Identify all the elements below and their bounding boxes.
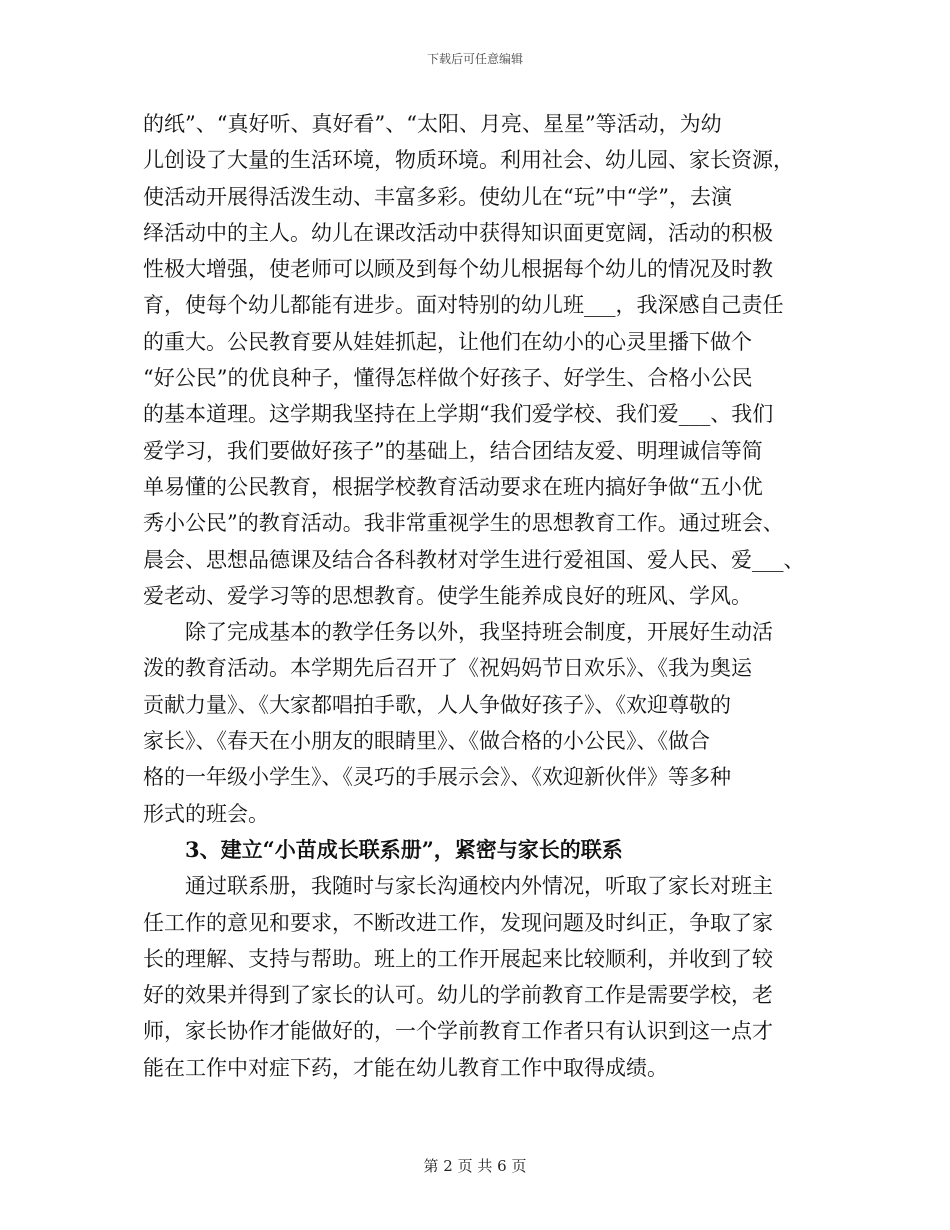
text-line: 育，使每个幼儿都能有进步。面对特别的幼儿班___，我深感自己责任 bbox=[143, 293, 784, 318]
text-line: 的基本道理。这学期我坚持在上学期“我们爱学校、我们爱___、我们 bbox=[143, 402, 774, 427]
text-line: 长的理解、支持与帮助。班上的工作开展起来比较顺利，并收到了较 bbox=[143, 946, 773, 971]
text-line: 晨会、思想品德课及结合各科教材对学生进行爱祖国、爱人民、爱___、 bbox=[143, 547, 805, 572]
text-line: 好的效果并得到了家长的认可。幼儿的学前教育工作是需要学校，老 bbox=[143, 983, 773, 1008]
text-line: 能在工作中对症下药，才能在幼儿教育工作中取得成绩。 bbox=[143, 1055, 668, 1080]
text-line: 家长》、《春天在小朋友的眼睛里》、《做合格的小公民》、《做合 bbox=[143, 729, 710, 754]
text-line: 儿创设了大量的生活环境，物质环境。利用社会、幼儿园、家长资源， bbox=[143, 148, 794, 173]
text-line: 秀小公民”的教育活动。我非常重视学生的思想教育工作。通过班会、 bbox=[143, 511, 784, 536]
text-line: 爱学习，我们要做好孩子”的基础上，结合团结友爱、明理诚信等简 bbox=[143, 438, 763, 463]
text-line: 使活动开展得活泼生动、丰富多彩。使幼儿在“玩”中“学”，去演 bbox=[143, 184, 732, 209]
text-line: 爱老动、爱学习等的思想教育。使学生能养成良好的班风、学风。 bbox=[143, 583, 752, 608]
page-header: 下载后可任意编辑 bbox=[426, 52, 523, 66]
text-line: 的纸”、“真好听、真好看”、“太阳、月亮、星星”等活动，为幼 bbox=[143, 112, 722, 136]
document-body bbox=[143, 106, 815, 1086]
text-line: “好公民”的优良种子，懂得怎样做个好孩子、好学生、合格小公民 bbox=[143, 366, 753, 391]
text-line: 绎活动中的主人。幼儿在课改活动中获得知识面更宽阔，活动的积极 bbox=[143, 220, 773, 245]
text-line: 单易懂的公民教育，根据学校教育活动要求在班内搞好争做“五小优 bbox=[143, 474, 763, 499]
text-line: 泼的教育活动。本学期先后召开了《祝妈妈节日欢乐》、《我为奥运 bbox=[143, 656, 752, 681]
text-line: 的重大。公民教育要从娃娃抓起，让他们在幼小的心灵里播下做个 bbox=[143, 329, 752, 354]
text-line: 任工作的意见和要求，不断改进工作，发现问题及时纠正，争取了家 bbox=[143, 910, 773, 935]
page-footer: 第 2 页 共 6 页 bbox=[423, 1157, 527, 1175]
text-line: 性极大增强，使老师可以顾及到每个幼儿根据每个幼儿的情况及时教 bbox=[143, 257, 773, 282]
text-line: 贡献力量》、《大家都唱拍手歌，人人争做好孩子》、《欢迎尊敬的 bbox=[143, 692, 731, 717]
paragraph-start-line: 除了完成基本的教学任务以外，我坚持班会制度，开展好生动活 bbox=[185, 620, 773, 645]
text-line: 格的一年级小学生》、《灵巧的手展示会》、《欢迎新伙伴》等多种 bbox=[143, 765, 731, 790]
section-heading: 3、建立“小苗成长联系册”，紧密与家长的联系 bbox=[185, 836, 623, 862]
paragraph-start-line: 通过联系册，我随时与家长沟通校内外情况，听取了家长对班主 bbox=[185, 874, 773, 899]
text-line: 形式的班会。 bbox=[143, 801, 269, 826]
text-line: 师，家长协作才能做好的，一个学前教育工作者只有认识到这一点才 bbox=[143, 1019, 773, 1044]
